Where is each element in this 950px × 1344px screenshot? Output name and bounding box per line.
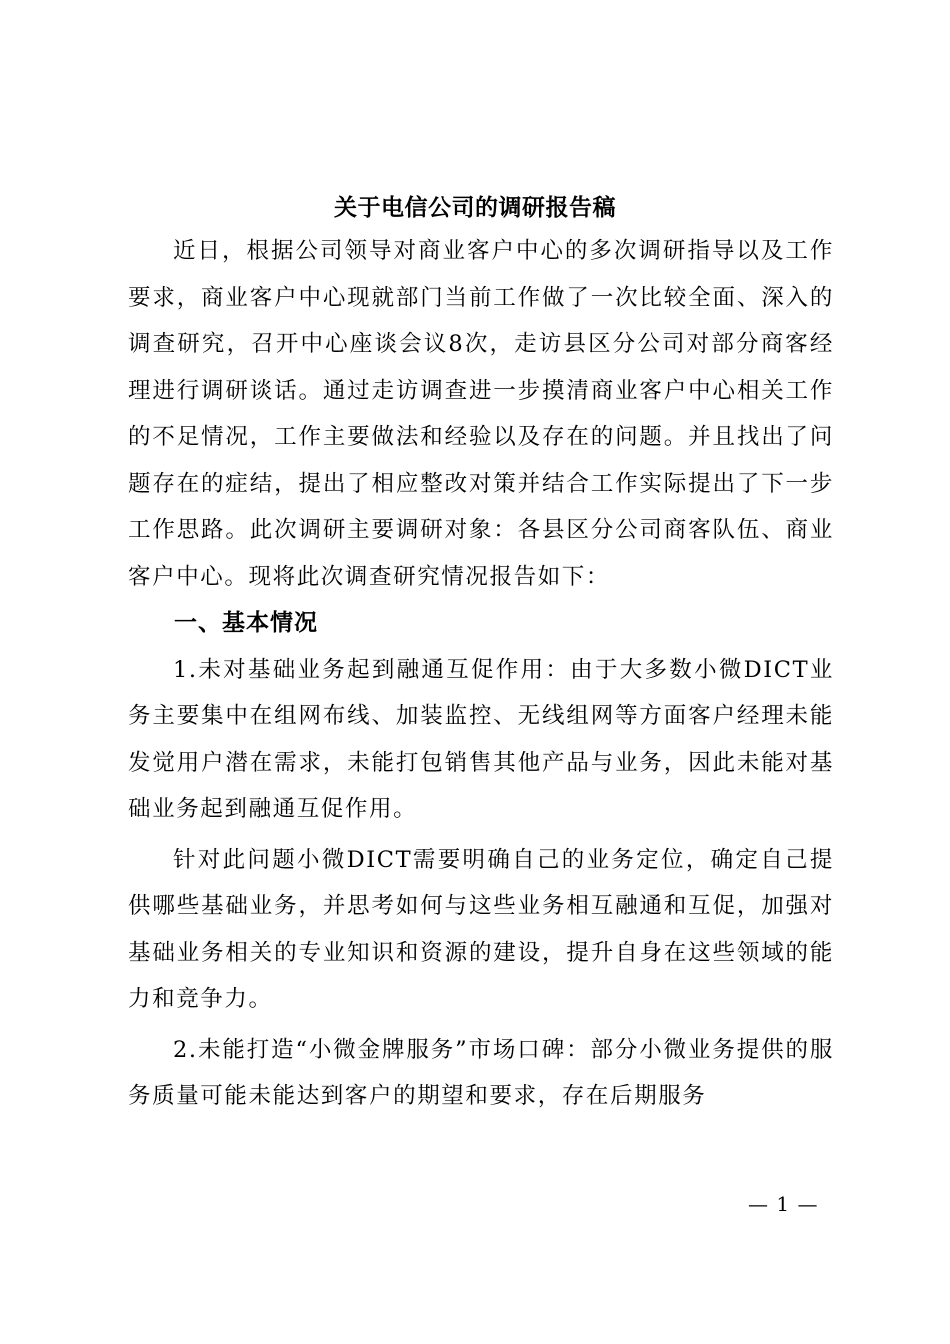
document-title: 关于电信公司的调研报告稿 bbox=[334, 194, 616, 221]
item-1-paragraph: 1.未对基础业务起到融通互促作用：由于大多数小微DICT业务主要集中在组网布线、加装监控、无线组网等方面客户经理未能发觉用户潜在需求，未能打包销售其他产品与业务，因此未能对基础业务起到融通互促作用。 bbox=[128, 656, 834, 822]
intro-paragraph: 近日，根据公司领导对商业客户中心的多次调研指导以及工作要求，商业客户中心现就部门当前工作做了一次比较全面、深入的调查研究，召开中心座谈会议8次，走访县区分公司对部分商客经理进行调研谈话。通过走访调查进一步摸清商业客户中心相关工作的不足情况，工作主要做法和经验以及存在的问题。并且找出了问题存在的症结，提出了相应整改对策并结合工作实际提出了下一步工作思路。此次调研主要调研对象：各县区分公司商客队伍、商业客户中心。现将此次调查研究情况报告如下： bbox=[128, 238, 834, 590]
item-1-response-paragraph: 针对此问题小微DICT需要明确自己的业务定位，确定自己提供哪些基础业务，并思考如何与这些业务相互融通和互促，加强对基础业务相关的专业知识和资源的建设，提升自身在这些领域的能力和竞争力。 bbox=[128, 846, 834, 1012]
section-heading-basic-situation: 一、基本情况 bbox=[174, 609, 318, 636]
page-number: — 1 — bbox=[748, 1192, 819, 1216]
item-2-paragraph: 2.未能打造“小微金牌服务”市场口碑：部分小微业务提供的服务质量可能未能达到客户的期望和要求，存在后期服务 bbox=[128, 1036, 834, 1109]
document-body bbox=[128, 228, 834, 1120]
